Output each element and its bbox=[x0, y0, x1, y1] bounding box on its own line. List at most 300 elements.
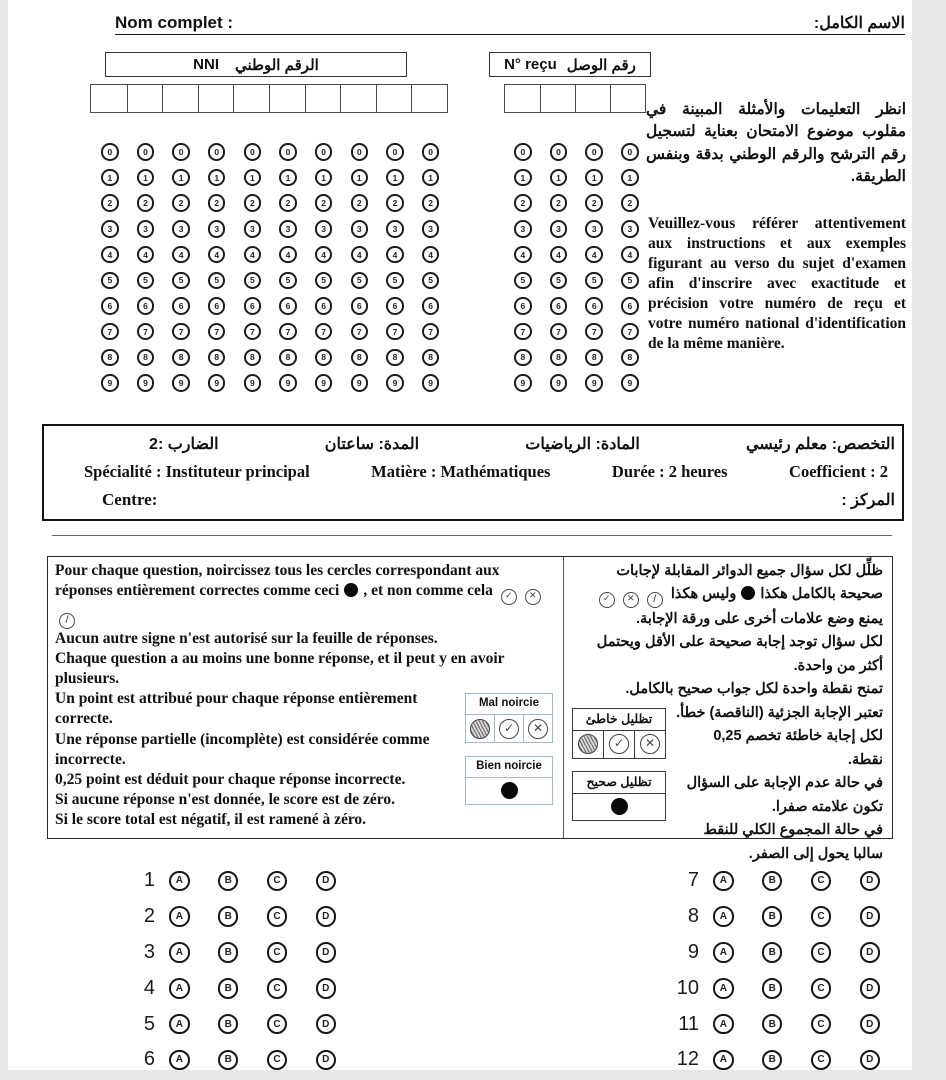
coefficient-ar: الضارب :2 bbox=[149, 436, 219, 453]
answer-bubble-2-B[interactable]: B bbox=[218, 906, 239, 927]
good-marking-box-fr bbox=[465, 756, 553, 805]
receipt-cell[interactable] bbox=[610, 85, 645, 112]
answer-bubble-1-C[interactable]: C bbox=[267, 871, 288, 892]
name-label-ar: الاسم الكامل: bbox=[813, 15, 905, 32]
nni-digit-bubble[interactable]: 6 bbox=[422, 297, 440, 315]
answer-bubble-11-B[interactable]: B bbox=[762, 1014, 783, 1035]
nni-digit-bubble[interactable]: 5 bbox=[422, 272, 440, 290]
name-label-fr: Nom complet : bbox=[115, 13, 234, 32]
bad-marking-symbols-ar bbox=[573, 731, 665, 758]
nni-digit-bubble[interactable]: 6 bbox=[315, 297, 333, 315]
answer-bubble-7-A[interactable]: A bbox=[713, 871, 734, 892]
receipt-cell[interactable] bbox=[575, 85, 610, 112]
nni-digit-bubble[interactable]: 3 bbox=[315, 220, 333, 238]
answer-bubble-10-B[interactable]: B bbox=[762, 978, 783, 999]
nni-digit-bubble[interactable]: 1 bbox=[279, 169, 297, 187]
receipt-digit-bubble[interactable]: 4 bbox=[514, 246, 532, 264]
nni-digit-bubble[interactable]: 6 bbox=[101, 297, 119, 315]
full-name-line[interactable] bbox=[115, 6, 905, 35]
nni-digit-bubble[interactable]: 6 bbox=[172, 297, 190, 315]
receipt-digit-bubble-grid bbox=[505, 139, 648, 396]
receipt-cell[interactable] bbox=[505, 85, 540, 112]
answer-bubble-8-D[interactable]: D bbox=[860, 906, 881, 927]
receipt-digit-bubble[interactable]: 2 bbox=[514, 194, 532, 212]
answer-bubble-10-A[interactable]: A bbox=[713, 978, 734, 999]
nni-digit-bubble[interactable]: 3 bbox=[351, 220, 369, 238]
nni-digit-bubble[interactable]: 9 bbox=[386, 374, 404, 392]
nni-digit-bubble[interactable]: 5 bbox=[137, 272, 155, 290]
check-circle-icon: ✓ bbox=[609, 734, 629, 754]
nni-digit-bubble[interactable]: 8 bbox=[101, 349, 119, 367]
good-marking-example-ar bbox=[573, 794, 665, 820]
bad-marking-box-fr bbox=[465, 693, 553, 743]
nni-digit-bubble[interactable]: 3 bbox=[422, 220, 440, 238]
question-number: 9 bbox=[687, 940, 699, 963]
nni-digit-bubble[interactable]: 8 bbox=[386, 349, 404, 367]
answer-bubble-9-B[interactable]: B bbox=[762, 942, 783, 963]
nni-digit-bubble[interactable]: 7 bbox=[315, 323, 333, 341]
receipt-digit-bubble[interactable]: 7 bbox=[550, 323, 568, 341]
question-number: 11 bbox=[678, 1012, 699, 1035]
receipt-cell[interactable] bbox=[540, 85, 575, 112]
page-margin-right bbox=[912, 0, 946, 1080]
answer-bubble-4-C[interactable]: C bbox=[267, 978, 288, 999]
nni-digit-bubble[interactable]: 8 bbox=[279, 349, 297, 367]
nni-digit-bubble[interactable]: 9 bbox=[422, 374, 440, 392]
good-marking-label-fr: Bien noircie bbox=[466, 757, 552, 778]
question-row bbox=[659, 1006, 894, 1042]
answers-block-left bbox=[115, 863, 350, 1078]
nni-digit-bubble[interactable]: 5 bbox=[208, 272, 226, 290]
specialty-ar: التخصص: معلم رئيسي bbox=[745, 436, 895, 453]
answer-bubble-3-D[interactable]: D bbox=[316, 942, 337, 963]
receipt-digit-bubble[interactable]: 2 bbox=[585, 194, 603, 212]
ar-rule-deduction: لكل إجابة خاطئة تخصم 0,25 نقطة. bbox=[713, 728, 883, 768]
answer-bubble-9-A[interactable]: A bbox=[713, 942, 734, 963]
nni-title-box bbox=[105, 52, 407, 77]
answer-bubble-5-D[interactable]: D bbox=[316, 1014, 337, 1035]
receipt-digit-bubble[interactable]: 7 bbox=[585, 323, 603, 341]
answer-bubble-12-A[interactable]: A bbox=[713, 1050, 734, 1071]
receipt-digit-bubble[interactable]: 1 bbox=[514, 169, 532, 187]
nni-digit-bubble[interactable]: 1 bbox=[244, 169, 262, 187]
question-number: 2 bbox=[143, 905, 155, 928]
question-number: 1 bbox=[143, 869, 155, 892]
nni-digit-bubble[interactable]: 8 bbox=[315, 349, 333, 367]
answer-bubble-9-D[interactable]: D bbox=[860, 942, 881, 963]
nni-digit-bubble[interactable]: 7 bbox=[351, 323, 369, 341]
filled-circle-icon bbox=[344, 583, 358, 597]
answer-bubble-9-C[interactable]: C bbox=[811, 942, 832, 963]
question-row bbox=[115, 1042, 350, 1078]
symbol-cell bbox=[573, 731, 603, 758]
receipt-digit-bubble[interactable]: 1 bbox=[550, 169, 568, 187]
receipt-digit-bubble[interactable]: 7 bbox=[514, 323, 532, 341]
cross-circle-icon: ✕ bbox=[623, 592, 639, 608]
receipt-digit-bubble[interactable]: 0 bbox=[514, 143, 532, 161]
nni-digit-bubble[interactable]: 3 bbox=[137, 220, 155, 238]
nni-digit-bubble[interactable]: 1 bbox=[386, 169, 404, 187]
nni-digit-bubble[interactable]: 5 bbox=[101, 272, 119, 290]
answer-bubble-6-C[interactable]: C bbox=[267, 1050, 288, 1071]
receipt-label-ar: رقم الوصل bbox=[566, 56, 636, 74]
cross-circle-icon: ✕ bbox=[525, 589, 541, 605]
receipt-digit-bubble[interactable]: 3 bbox=[514, 220, 532, 238]
nni-digit-bubble[interactable]: 5 bbox=[351, 272, 369, 290]
nni-digit-bubble[interactable]: 4 bbox=[172, 246, 190, 264]
nni-digit-bubble[interactable]: 9 bbox=[101, 374, 119, 392]
nni-digit-bubble[interactable]: 8 bbox=[244, 349, 262, 367]
receipt-digit-bubble[interactable]: 9 bbox=[514, 374, 532, 392]
fr-rule-marking: Pour chaque question, noircissez tous les cercles correspondant aux réponses entièrement correctes comme ceci , et non comme cela ✓ ✕∕ bbox=[55, 561, 553, 629]
duration-ar: المدة: ساعتان bbox=[324, 436, 420, 453]
nni-cell[interactable] bbox=[305, 85, 341, 112]
nni-digit-bubble[interactable]: 6 bbox=[137, 297, 155, 315]
nni-digit-bubble[interactable]: 2 bbox=[208, 194, 226, 212]
nni-digit-bubble[interactable]: 4 bbox=[244, 246, 262, 264]
slash-circle-icon: ∕ bbox=[59, 613, 75, 629]
nni-cell[interactable] bbox=[162, 85, 198, 112]
nni-digit-bubble[interactable]: 9 bbox=[244, 374, 262, 392]
bad-marking-symbols-fr bbox=[466, 715, 552, 742]
answer-bubble-5-C[interactable]: C bbox=[267, 1014, 288, 1035]
answer-bubble-3-C[interactable]: C bbox=[267, 942, 288, 963]
bad-marking-box-ar bbox=[572, 708, 666, 759]
receipt-digit-bubble[interactable]: 5 bbox=[550, 272, 568, 290]
receipt-digit-bubble[interactable]: 3 bbox=[550, 220, 568, 238]
nni-digit-bubble[interactable]: 8 bbox=[422, 349, 440, 367]
symbol-cell bbox=[494, 715, 523, 742]
nni-digit-bubble[interactable]: 0 bbox=[422, 143, 440, 161]
question-row bbox=[115, 863, 350, 899]
nni-digit-bubble[interactable]: 2 bbox=[422, 194, 440, 212]
nni-digit-bubble[interactable]: 5 bbox=[279, 272, 297, 290]
receipt-digit-bubble[interactable]: 0 bbox=[550, 143, 568, 161]
question-row bbox=[659, 1042, 894, 1078]
question-row bbox=[659, 899, 894, 935]
answer-bubble-7-C[interactable]: C bbox=[811, 871, 832, 892]
ar-rule-no-answer: في حالة عدم الإجابة على السؤال تكون علامته صفرا. bbox=[686, 775, 883, 815]
instructions-column-fr bbox=[48, 557, 564, 838]
nni-digit-bubble[interactable]: 1 bbox=[137, 169, 155, 187]
receipt-digit-bubble[interactable]: 3 bbox=[621, 220, 639, 238]
nni-digit-bubble[interactable]: 1 bbox=[172, 169, 190, 187]
ar-rule-one-point: تمنح نقطة واحدة لكل جواب صحيح بالكامل. bbox=[625, 681, 883, 698]
receipt-digit-bubble[interactable]: 0 bbox=[585, 143, 603, 161]
nni-digit-bubble[interactable]: 6 bbox=[386, 297, 404, 315]
check-circle-icon: ✓ bbox=[599, 592, 615, 608]
nni-write-cells bbox=[90, 84, 448, 113]
question-number: 7 bbox=[687, 869, 699, 892]
nni-digit-bubble[interactable]: 5 bbox=[315, 272, 333, 290]
receipt-digit-bubble[interactable]: 7 bbox=[621, 323, 639, 341]
nni-digit-bubble[interactable]: 3 bbox=[208, 220, 226, 238]
answer-bubble-10-C[interactable]: C bbox=[811, 978, 832, 999]
nni-digit-bubble[interactable]: 3 bbox=[244, 220, 262, 238]
nni-digit-bubble[interactable]: 2 bbox=[351, 194, 369, 212]
symbol-cell bbox=[634, 731, 665, 758]
nni-digit-bubble[interactable]: 5 bbox=[244, 272, 262, 290]
nni-digit-bubble[interactable]: 8 bbox=[208, 349, 226, 367]
receipt-digit-bubble[interactable]: 5 bbox=[585, 272, 603, 290]
answer-bubble-11-A[interactable]: A bbox=[713, 1014, 734, 1035]
nni-digit-bubble[interactable]: 7 bbox=[137, 323, 155, 341]
answer-bubble-12-B[interactable]: B bbox=[762, 1050, 783, 1071]
nni-digit-bubble[interactable]: 7 bbox=[101, 323, 119, 341]
nni-digit-bubble[interactable]: 8 bbox=[172, 349, 190, 367]
answer-bubble-7-D[interactable]: D bbox=[860, 871, 881, 892]
question-row bbox=[115, 1006, 350, 1042]
marking-examples-ar bbox=[572, 708, 666, 821]
answer-bubble-4-D[interactable]: D bbox=[316, 978, 337, 999]
fr-rule-deduction: 0,25 point est déduit pour chaque réponse incorrecte. bbox=[55, 770, 406, 788]
cross-circle-icon: ✕ bbox=[640, 734, 660, 754]
answer-bubble-11-D[interactable]: D bbox=[860, 1014, 881, 1035]
fr-rule-at-least-one: Chaque question a au moins une bonne réponse, et il peut y en avoir plusieurs. bbox=[55, 649, 505, 688]
nni-digit-bubble[interactable]: 1 bbox=[351, 169, 369, 187]
nni-digit-bubble[interactable]: 7 bbox=[422, 323, 440, 341]
intro-paragraph-fr: Veuillez-vous référer attentivement aux instructions et aux exemples figurant au verso du sujet d'examen afin d'inscrire avec exactitude et précision votre numéro de reçu et votre numéro national d'identification de la même manière. bbox=[648, 215, 906, 352]
nni-cell[interactable] bbox=[269, 85, 305, 112]
filled-circle-icon bbox=[611, 798, 628, 815]
nni-digit-bubble[interactable]: 9 bbox=[279, 374, 297, 392]
nni-digit-bubble[interactable]: 6 bbox=[279, 297, 297, 315]
receipt-digit-bubble[interactable]: 1 bbox=[585, 169, 603, 187]
receipt-digit-bubble[interactable]: 2 bbox=[550, 194, 568, 212]
receipt-digit-bubble[interactable]: 5 bbox=[621, 272, 639, 290]
question-number: 10 bbox=[676, 976, 699, 999]
nni-digit-bubble[interactable]: 7 bbox=[208, 323, 226, 341]
nni-digit-bubble[interactable]: 7 bbox=[386, 323, 404, 341]
question-number: 12 bbox=[676, 1048, 699, 1071]
answer-bubble-2-A[interactable]: A bbox=[169, 906, 190, 927]
nni-digit-bubble[interactable]: 2 bbox=[101, 194, 119, 212]
receipt-digit-bubble[interactable]: 4 bbox=[550, 246, 568, 264]
answer-bubble-10-D[interactable]: D bbox=[860, 978, 881, 999]
receipt-digit-bubble[interactable]: 1 bbox=[621, 169, 639, 187]
receipt-digit-bubble[interactable]: 6 bbox=[550, 297, 568, 315]
answer-bubble-8-B[interactable]: B bbox=[762, 906, 783, 927]
nni-digit-bubble[interactable]: 3 bbox=[172, 220, 190, 238]
nni-digit-bubble[interactable]: 0 bbox=[101, 143, 119, 161]
nni-digit-bubble[interactable]: 0 bbox=[137, 143, 155, 161]
nni-digit-bubble[interactable]: 3 bbox=[279, 220, 297, 238]
symbol-cell bbox=[603, 731, 634, 758]
bad-marking-label-fr: Mal noircie bbox=[466, 694, 552, 715]
ar-rule-no-other-sign: يمنع وضع علامات أخرى على ورقة الإجابة. bbox=[636, 610, 883, 627]
nni-digit-bubble[interactable]: 4 bbox=[422, 246, 440, 264]
answers-block-right bbox=[659, 863, 894, 1078]
answer-bubble-12-C[interactable]: C bbox=[811, 1050, 832, 1071]
answer-bubble-1-D[interactable]: D bbox=[316, 871, 337, 892]
receipt-digit-bubble[interactable]: 8 bbox=[514, 349, 532, 367]
question-number: 8 bbox=[687, 905, 699, 928]
nni-cell[interactable] bbox=[91, 85, 127, 112]
receipt-digit-bubble[interactable]: 4 bbox=[585, 246, 603, 264]
nni-digit-bubble[interactable]: 1 bbox=[101, 169, 119, 187]
nni-digit-bubble[interactable]: 9 bbox=[172, 374, 190, 392]
answer-bubble-11-C[interactable]: C bbox=[811, 1014, 832, 1035]
receipt-digit-bubble[interactable]: 5 bbox=[514, 272, 532, 290]
answer-bubble-6-D[interactable]: D bbox=[316, 1050, 337, 1071]
receipt-digit-bubble[interactable]: 8 bbox=[621, 349, 639, 367]
nni-digit-bubble[interactable]: 3 bbox=[101, 220, 119, 238]
filled-circle-icon bbox=[501, 782, 518, 799]
nni-cell[interactable] bbox=[198, 85, 234, 112]
nni-cell[interactable] bbox=[233, 85, 269, 112]
subject-ar: المادة: الرياضيات bbox=[525, 436, 640, 453]
nni-digit-bubble[interactable]: 0 bbox=[386, 143, 404, 161]
question-number: 6 bbox=[143, 1048, 155, 1071]
receipt-digit-bubble[interactable]: 2 bbox=[621, 194, 639, 212]
good-marking-box-ar bbox=[572, 771, 666, 821]
receipt-digit-bubble[interactable]: 4 bbox=[621, 246, 639, 264]
nni-label-latin: NNI bbox=[193, 56, 220, 73]
question-row bbox=[659, 970, 894, 1006]
nni-digit-bubble[interactable]: 4 bbox=[208, 246, 226, 264]
answer-bubble-2-C[interactable]: C bbox=[267, 906, 288, 927]
answer-bubble-5-B[interactable]: B bbox=[218, 1014, 239, 1035]
nni-digit-bubble[interactable]: 6 bbox=[244, 297, 262, 315]
nni-digit-bubble[interactable]: 8 bbox=[351, 349, 369, 367]
fr-rule-partial: Une réponse partielle (incomplète) est considérée comme incorrecte. bbox=[55, 730, 430, 768]
nni-digit-bubble[interactable]: 4 bbox=[351, 246, 369, 264]
answer-bubble-8-A[interactable]: A bbox=[713, 906, 734, 927]
good-marking-label-ar: تظليل صحيح bbox=[573, 772, 665, 794]
receipt-digit-bubble[interactable]: 6 bbox=[514, 297, 532, 315]
nni-digit-bubble[interactable]: 0 bbox=[244, 143, 262, 161]
marking-examples-fr bbox=[465, 693, 553, 805]
nni-digit-bubble[interactable]: 7 bbox=[172, 323, 190, 341]
nni-digit-bubble[interactable]: 4 bbox=[279, 246, 297, 264]
receipt-digit-bubble[interactable]: 0 bbox=[621, 143, 639, 161]
nni-digit-bubble[interactable]: 0 bbox=[279, 143, 297, 161]
exam-info-row-fr bbox=[44, 462, 902, 482]
nni-digit-bubble[interactable]: 2 bbox=[279, 194, 297, 212]
nni-digit-bubble[interactable]: 9 bbox=[315, 374, 333, 392]
ar-rule-marking: ظلِّل لكل سؤال جميع الدوائر المقابلة لإجابات صحيحة بالكامل هكذاوليس هكذا ∕✕✓ bbox=[572, 560, 883, 608]
receipt-digit-bubble[interactable]: 8 bbox=[585, 349, 603, 367]
answer-bubble-6-A[interactable]: A bbox=[169, 1050, 190, 1071]
nni-cell[interactable] bbox=[411, 85, 447, 112]
answer-bubble-5-A[interactable]: A bbox=[169, 1014, 190, 1035]
centre-label-fr: Centre: bbox=[102, 490, 158, 509]
answer-bubble-6-B[interactable]: B bbox=[218, 1050, 239, 1071]
ar-rule-negative: في حالة المجموع الكلي للنقط سالبا يحول إلى الصفر. bbox=[703, 822, 883, 862]
answer-bubble-2-D[interactable]: D bbox=[316, 906, 337, 927]
nni-digit-bubble[interactable]: 2 bbox=[172, 194, 190, 212]
nni-digit-bubble-grid bbox=[92, 139, 448, 396]
answer-bubble-3-B[interactable]: B bbox=[218, 942, 239, 963]
question-number: 5 bbox=[143, 1012, 155, 1035]
nni-digit-bubble[interactable]: 8 bbox=[137, 349, 155, 367]
nni-digit-bubble[interactable]: 5 bbox=[172, 272, 190, 290]
question-row bbox=[659, 935, 894, 971]
wrong-mark-icons bbox=[595, 586, 667, 605]
instructions-box bbox=[47, 556, 893, 862]
nni-digit-bubble[interactable]: 2 bbox=[386, 194, 404, 212]
nni-digit-bubble[interactable]: 1 bbox=[208, 169, 226, 187]
nni-digit-bubble[interactable]: 0 bbox=[315, 143, 333, 161]
nni-label-ar: الرقم الوطني bbox=[235, 56, 319, 74]
fr-rule-one-point: Un point est attribué pour chaque réponse entièrement correcte. bbox=[55, 690, 418, 728]
question-number: 3 bbox=[143, 940, 155, 963]
receipt-label-latin: N° reçu bbox=[504, 56, 557, 73]
duration-fr: Durée : 2 heures bbox=[611, 462, 728, 481]
centre-label-ar: المركز : bbox=[841, 492, 895, 509]
nni-digit-bubble[interactable]: 6 bbox=[208, 297, 226, 315]
slash-circle-icon: ∕ bbox=[647, 592, 663, 608]
page-margin-left bbox=[0, 0, 8, 1080]
nni-digit-bubble[interactable]: 2 bbox=[315, 194, 333, 212]
nni-digit-bubble[interactable]: 7 bbox=[279, 323, 297, 341]
receipt-digit-bubble[interactable]: 9 bbox=[621, 374, 639, 392]
coefficient-fr: Coefficient : 2 bbox=[789, 462, 888, 481]
receipt-digit-bubble[interactable]: 9 bbox=[550, 374, 568, 392]
nni-digit-bubble[interactable]: 0 bbox=[351, 143, 369, 161]
instructions-column-ar bbox=[564, 557, 892, 862]
question-row bbox=[115, 970, 350, 1006]
nni-digit-bubble[interactable]: 1 bbox=[315, 169, 333, 187]
check-circle-icon: ✓ bbox=[499, 719, 519, 739]
fr-rule-negative: Si le score total est négatif, il est ramené à zéro. bbox=[55, 811, 367, 829]
nni-digit-bubble[interactable]: 0 bbox=[172, 143, 190, 161]
nni-digit-bubble[interactable]: 4 bbox=[101, 246, 119, 264]
answer-bubble-4-A[interactable]: A bbox=[169, 978, 190, 999]
cross-circle-icon: ✕ bbox=[528, 719, 548, 739]
receipt-digit-bubble[interactable]: 6 bbox=[621, 297, 639, 315]
nni-digit-bubble[interactable]: 9 bbox=[137, 374, 155, 392]
receipt-digit-bubble[interactable]: 8 bbox=[550, 349, 568, 367]
nni-digit-bubble[interactable]: 1 bbox=[422, 169, 440, 187]
nni-digit-bubble[interactable]: 2 bbox=[244, 194, 262, 212]
answer-bubble-12-D[interactable]: D bbox=[860, 1050, 881, 1071]
receipt-digit-bubble[interactable]: 3 bbox=[585, 220, 603, 238]
receipt-digit-bubble[interactable]: 9 bbox=[585, 374, 603, 392]
nni-digit-bubble[interactable]: 9 bbox=[351, 374, 369, 392]
exam-info-box bbox=[42, 424, 904, 521]
nni-digit-bubble[interactable]: 4 bbox=[315, 246, 333, 264]
fr-rule-no-answer: Si aucune réponse n'est donnée, le score est de zéro. bbox=[55, 790, 395, 808]
nni-digit-bubble[interactable]: 4 bbox=[386, 246, 404, 264]
symbol-cell bbox=[466, 715, 494, 742]
nni-digit-bubble[interactable]: 9 bbox=[208, 374, 226, 392]
answer-bubble-8-C[interactable]: C bbox=[811, 906, 832, 927]
nni-cell[interactable] bbox=[340, 85, 376, 112]
nni-cell[interactable] bbox=[376, 85, 412, 112]
nni-cell[interactable] bbox=[127, 85, 163, 112]
answer-bubble-3-A[interactable]: A bbox=[169, 942, 190, 963]
ar-rule-partial: تعتبر الإجابة الجزئية (الناقصة) خطأ. bbox=[676, 704, 883, 721]
fr-rule-no-other-sign: Aucun autre signe n'est autorisé sur la feuille de réponses. bbox=[55, 629, 438, 647]
answer-bubble-4-B[interactable]: B bbox=[218, 978, 239, 999]
answer-bubble-1-B[interactable]: B bbox=[218, 871, 239, 892]
nni-digit-bubble[interactable]: 3 bbox=[386, 220, 404, 238]
question-number: 4 bbox=[143, 976, 155, 999]
nni-digit-bubble[interactable]: 4 bbox=[137, 246, 155, 264]
nni-digit-bubble[interactable]: 5 bbox=[386, 272, 404, 290]
receipt-write-cells bbox=[504, 84, 646, 113]
nni-digit-bubble[interactable]: 0 bbox=[208, 143, 226, 161]
nni-digit-bubble[interactable]: 2 bbox=[137, 194, 155, 212]
nni-digit-bubble[interactable]: 7 bbox=[244, 323, 262, 341]
question-row bbox=[659, 863, 894, 899]
answer-bubble-1-A[interactable]: A bbox=[169, 871, 190, 892]
nni-digit-bubble[interactable]: 6 bbox=[351, 297, 369, 315]
receipt-digit-bubble[interactable]: 6 bbox=[585, 297, 603, 315]
answer-bubble-7-B[interactable]: B bbox=[762, 871, 783, 892]
symbol-cell bbox=[523, 715, 552, 742]
